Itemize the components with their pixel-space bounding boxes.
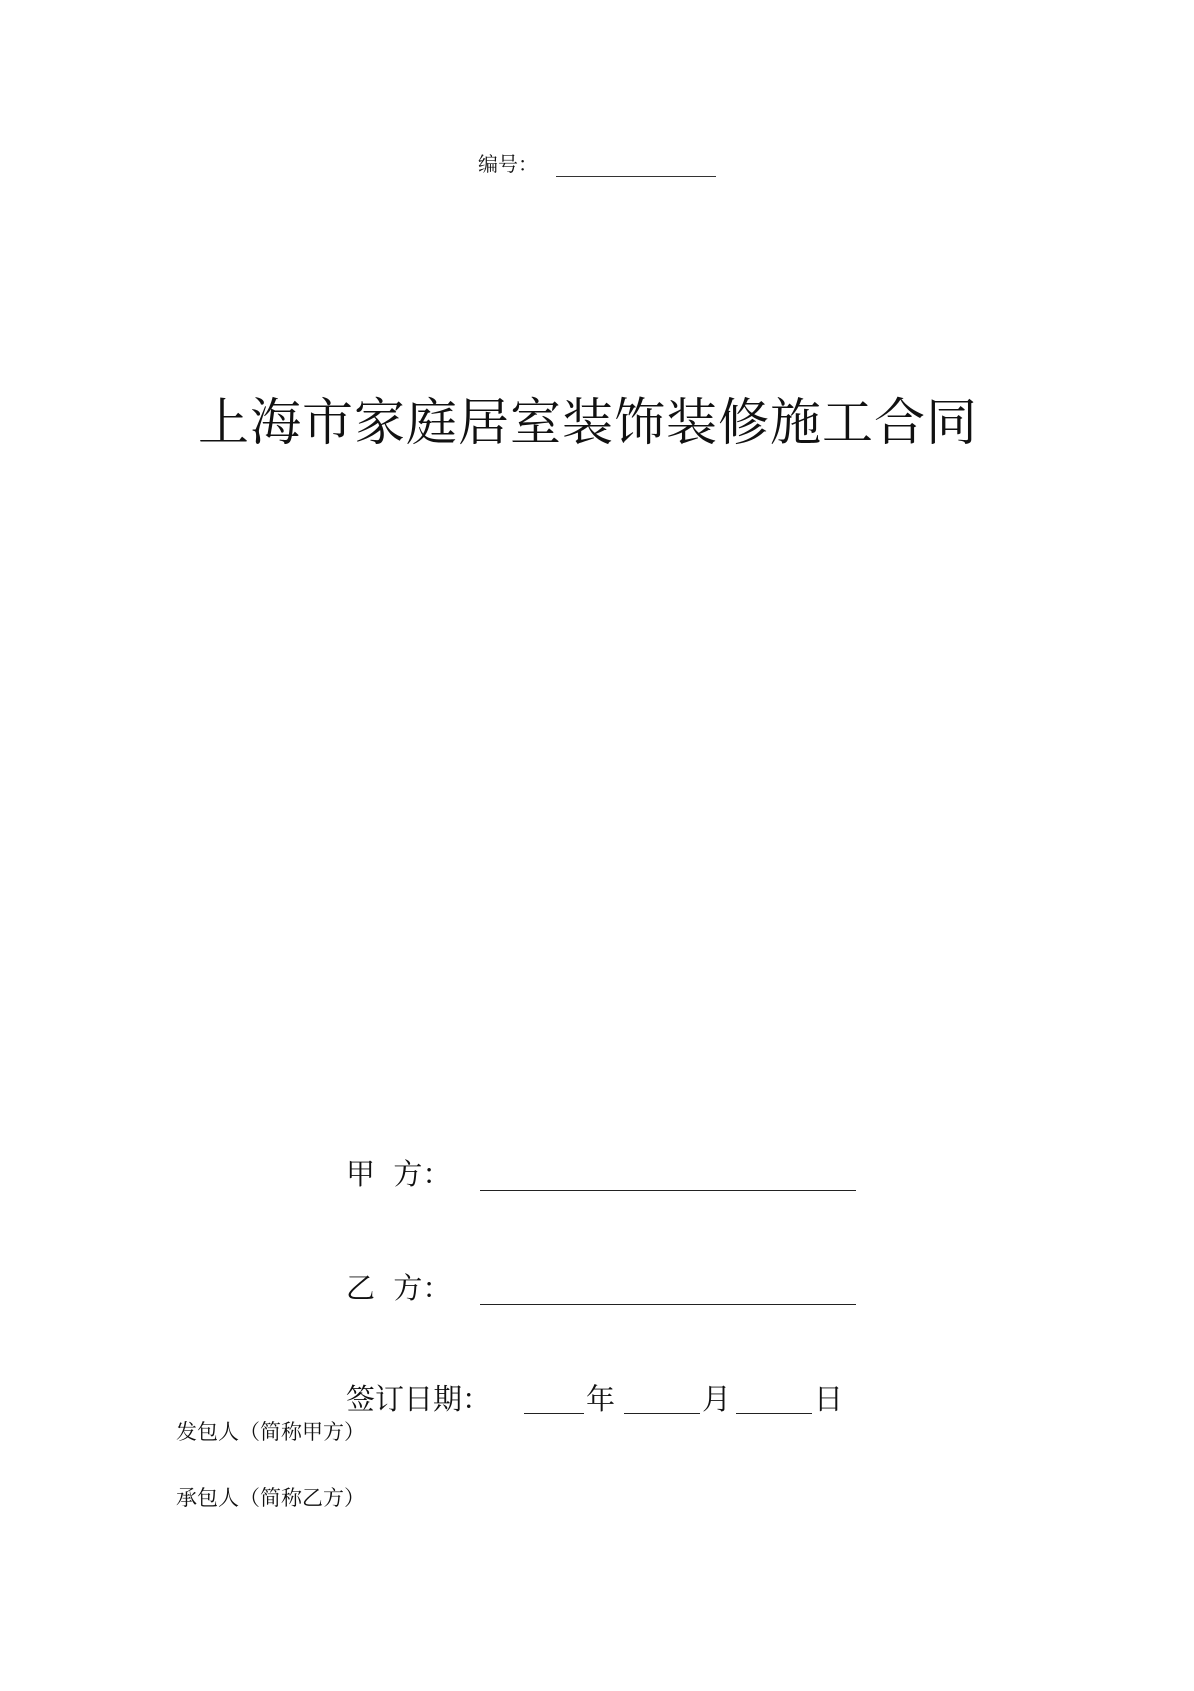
day-blank [736, 1413, 812, 1414]
serial-number-blank [556, 176, 716, 177]
serial-number-label: 编号： [478, 152, 538, 176]
year-blank [524, 1413, 584, 1414]
party-b-blank [480, 1304, 856, 1305]
party-a-blank [480, 1190, 856, 1191]
contractee-line: 承包人（简称乙方） [176, 1486, 365, 1510]
document-title: 上海市家庭居室装饰装修施工合同 [198, 394, 979, 453]
year-label: 年 [586, 1382, 616, 1416]
party-b-label: 乙 方： [346, 1271, 452, 1305]
month-blank [624, 1413, 700, 1414]
party-a-label: 甲 方： [346, 1157, 452, 1191]
month-label: 月 [702, 1382, 732, 1416]
signing-date-label: 签订日期： [346, 1382, 492, 1416]
day-label: 日 [814, 1382, 844, 1416]
contractor-line: 发包人（简称甲方） [176, 1420, 365, 1444]
